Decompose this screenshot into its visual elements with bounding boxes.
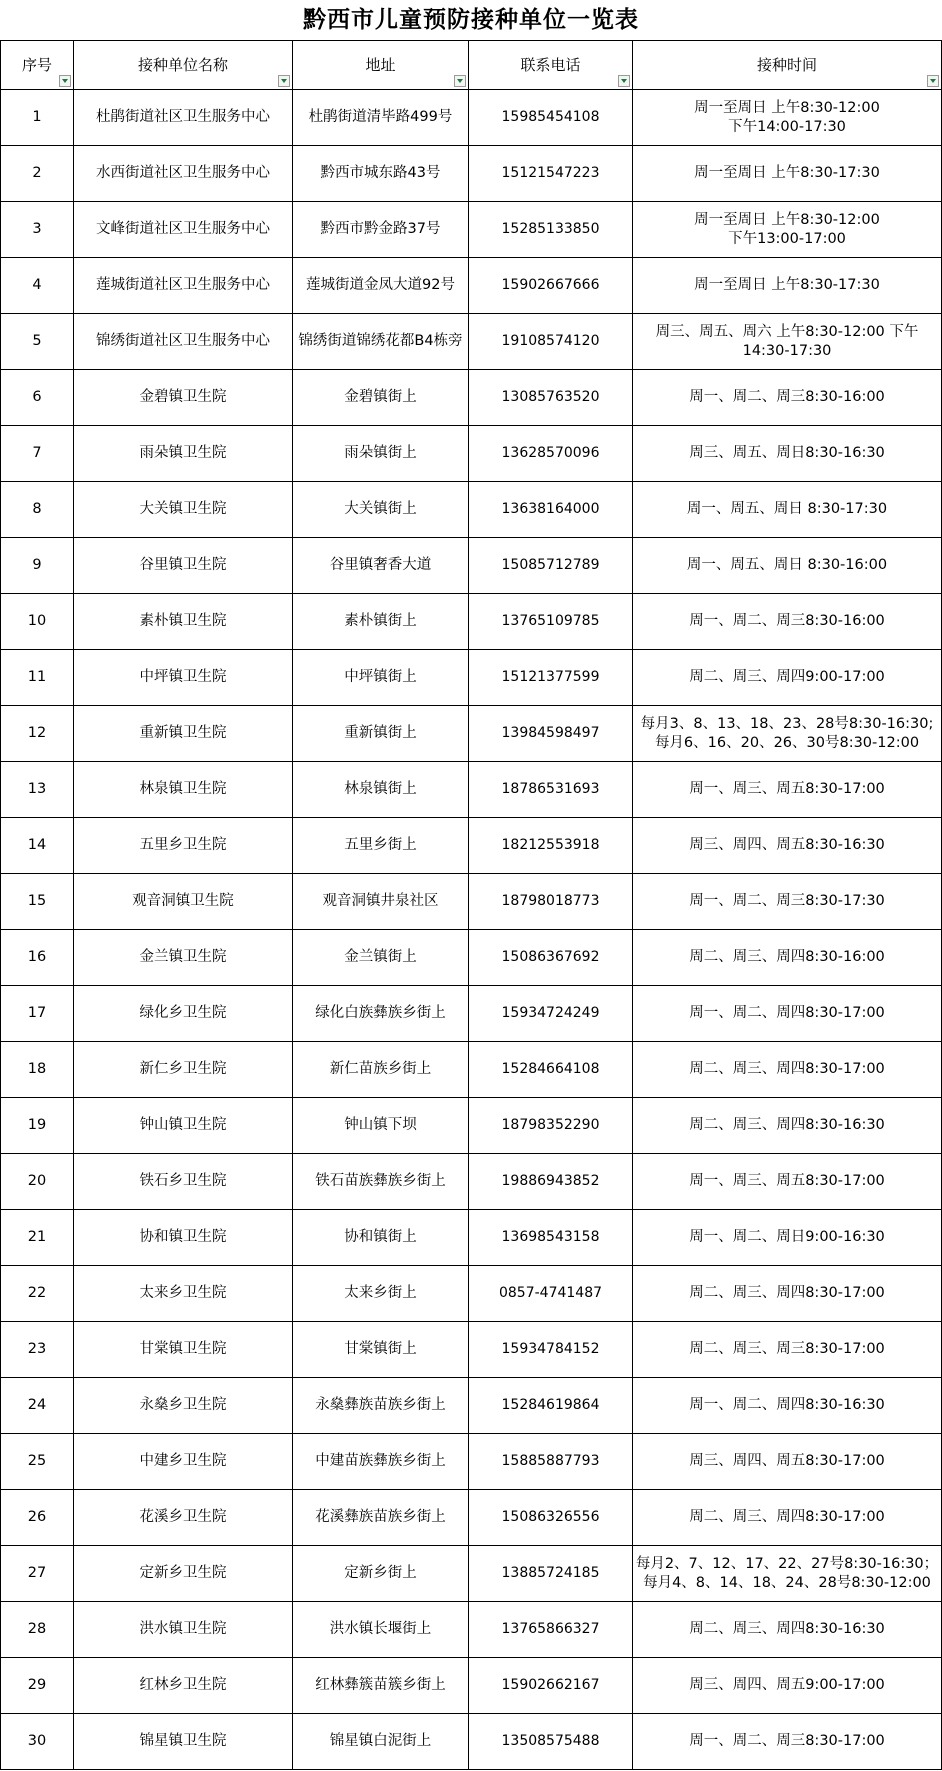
cell-address[interactable]: 锦绣街道锦绣花都B4栋旁 — [293, 314, 469, 370]
cell-phone[interactable]: 15086367692 — [469, 930, 633, 986]
cell-time[interactable]: 周一、周二、周三8:30-16:00 — [633, 594, 942, 650]
cell-index[interactable]: 30 — [1, 1714, 74, 1770]
cell-unit-name[interactable]: 中坪镇卫生院 — [74, 650, 293, 706]
cell-index[interactable]: 25 — [1, 1434, 74, 1490]
cell-address[interactable]: 五里乡街上 — [293, 818, 469, 874]
table-row — [1, 482, 942, 538]
header-index — [1, 41, 74, 90]
cell-unit-name[interactable]: 水西街道社区卫生服务中心 — [74, 146, 293, 202]
table-row — [1, 146, 942, 202]
header-label: 接种时间 — [756, 55, 817, 74]
table-row — [1, 258, 942, 314]
cell-index[interactable]: 12 — [1, 706, 74, 762]
cell-unit-name[interactable]: 素朴镇卫生院 — [74, 594, 293, 650]
cell-unit-name[interactable]: 锦星镇卫生院 — [74, 1714, 293, 1770]
cell-phone[interactable]: 15902662167 — [469, 1658, 633, 1714]
cell-phone[interactable]: 19108574120 — [469, 314, 633, 370]
cell-unit-name[interactable]: 莲城街道社区卫生服务中心 — [74, 258, 293, 314]
cell-index[interactable]: 8 — [1, 482, 74, 538]
cell-unit-name[interactable]: 新仁乡卫生院 — [74, 1042, 293, 1098]
cell-time[interactable]: 周一至周日 上午8:30-17:30 — [633, 146, 942, 202]
cell-unit-name[interactable]: 文峰街道社区卫生服务中心 — [74, 202, 293, 258]
cell-phone[interactable]: 18212553918 — [469, 818, 633, 874]
header-time — [633, 41, 942, 90]
cell-index[interactable]: 4 — [1, 258, 74, 314]
cell-time[interactable]: 周一、周二、周日9:00-16:30 — [633, 1210, 942, 1266]
cell-address[interactable]: 莲城街道金凤大道92号 — [293, 258, 469, 314]
cell-unit-name[interactable]: 锦绣街道社区卫生服务中心 — [74, 314, 293, 370]
cell-phone[interactable]: 15285133850 — [469, 202, 633, 258]
table-row — [1, 930, 942, 986]
table-row — [1, 426, 942, 482]
cell-phone[interactable]: 18798018773 — [469, 874, 633, 930]
table-row — [1, 370, 942, 426]
header-label: 序号 — [21, 55, 52, 74]
cell-time[interactable]: 周一至周日 上午8:30-17:30 — [633, 258, 942, 314]
cell-unit-name[interactable]: 重新镇卫生院 — [74, 706, 293, 762]
cell-time[interactable]: 周一、周二、周三8:30-16:00 — [633, 370, 942, 426]
cell-time[interactable]: 周三、周五、周六 上午8:30-12:00 下午14:30-17:30 — [633, 314, 942, 370]
cell-time[interactable]: 周一、周五、周日 8:30-16:00 — [633, 538, 942, 594]
table-row — [1, 986, 942, 1042]
cell-phone[interactable]: 15086326556 — [469, 1490, 633, 1546]
cell-time[interactable]: 周三、周四、周五8:30-17:00 — [633, 1434, 942, 1490]
cell-address[interactable]: 甘棠镇街上 — [293, 1322, 469, 1378]
cell-index[interactable]: 14 — [1, 818, 74, 874]
filter-dropdown-icon[interactable] — [59, 75, 71, 87]
cell-unit-name[interactable]: 观音洞镇卫生院 — [74, 874, 293, 930]
cell-index[interactable]: 1 — [1, 90, 74, 146]
cell-address[interactable]: 中坪镇街上 — [293, 650, 469, 706]
cell-time[interactable]: 周一、周三、周五8:30-17:00 — [633, 1154, 942, 1210]
table-row — [1, 538, 942, 594]
table-row — [1, 1602, 942, 1658]
cell-address[interactable]: 金兰镇街上 — [293, 930, 469, 986]
cell-phone[interactable]: 15284664108 — [469, 1042, 633, 1098]
cell-unit-name[interactable]: 谷里镇卫生院 — [74, 538, 293, 594]
cell-index[interactable]: 16 — [1, 930, 74, 986]
cell-address[interactable]: 铁石苗族彝族乡街上 — [293, 1154, 469, 1210]
table-row — [1, 1546, 942, 1602]
cell-index[interactable]: 20 — [1, 1154, 74, 1210]
cell-unit-name[interactable]: 中建乡卫生院 — [74, 1434, 293, 1490]
cell-unit-name[interactable]: 绿化乡卫生院 — [74, 986, 293, 1042]
cell-address[interactable]: 观音洞镇井泉社区 — [293, 874, 469, 930]
cell-unit-name[interactable]: 花溪乡卫生院 — [74, 1490, 293, 1546]
filter-dropdown-icon[interactable] — [618, 75, 630, 87]
table-row — [1, 818, 942, 874]
cell-index[interactable]: 29 — [1, 1658, 74, 1714]
cell-time[interactable]: 每月3、8、13、18、23、28号8:30-16:30;每月6、16、20、26、30号8:30-12:00 — [633, 706, 942, 762]
header-unit-name — [74, 41, 293, 90]
cell-unit-name[interactable]: 林泉镇卫生院 — [74, 762, 293, 818]
cell-unit-name[interactable]: 洪水镇卫生院 — [74, 1602, 293, 1658]
table-row — [1, 1434, 942, 1490]
cell-time[interactable]: 周二、周三、周四8:30-16:30 — [633, 1602, 942, 1658]
table-row — [1, 1714, 942, 1770]
cell-address[interactable]: 锦星镇白泥街上 — [293, 1714, 469, 1770]
cell-phone[interactable]: 15121547223 — [469, 146, 633, 202]
cell-phone[interactable]: 19886943852 — [469, 1154, 633, 1210]
cell-phone[interactable]: 13885724185 — [469, 1546, 633, 1602]
cell-time[interactable]: 周一、周二、周四8:30-16:30 — [633, 1378, 942, 1434]
cell-phone[interactable]: 18786531693 — [469, 762, 633, 818]
cell-phone[interactable]: 13984598497 — [469, 706, 633, 762]
cell-index[interactable]: 17 — [1, 986, 74, 1042]
header-label: 地址 — [365, 55, 396, 74]
cell-unit-name[interactable]: 大关镇卫生院 — [74, 482, 293, 538]
table-row — [1, 1210, 942, 1266]
cell-phone[interactable]: 13698543158 — [469, 1210, 633, 1266]
cell-index[interactable]: 19 — [1, 1098, 74, 1154]
cell-index[interactable]: 28 — [1, 1602, 74, 1658]
cell-time[interactable]: 周二、周三、周四8:30-17:00 — [633, 1490, 942, 1546]
cell-index[interactable]: 23 — [1, 1322, 74, 1378]
cell-address[interactable]: 花溪彝族苗族乡街上 — [293, 1490, 469, 1546]
cell-unit-name[interactable]: 雨朵镇卫生院 — [74, 426, 293, 482]
cell-unit-name[interactable]: 金兰镇卫生院 — [74, 930, 293, 986]
cell-phone[interactable]: 15885887793 — [469, 1434, 633, 1490]
header-label: 接种单位名称 — [137, 55, 228, 74]
cell-phone[interactable]: 15085712789 — [469, 538, 633, 594]
cell-address[interactable]: 重新镇街上 — [293, 706, 469, 762]
cell-address[interactable]: 新仁苗族乡街上 — [293, 1042, 469, 1098]
cell-index[interactable]: 9 — [1, 538, 74, 594]
cell-unit-name[interactable]: 五里乡卫生院 — [74, 818, 293, 874]
cell-index[interactable]: 15 — [1, 874, 74, 930]
cell-index[interactable]: 24 — [1, 1378, 74, 1434]
cell-unit-name[interactable]: 金碧镇卫生院 — [74, 370, 293, 426]
cell-phone[interactable]: 15121377599 — [469, 650, 633, 706]
cell-index[interactable]: 6 — [1, 370, 74, 426]
cell-time[interactable]: 周二、周三、周四9:00-17:00 — [633, 650, 942, 706]
cell-index[interactable]: 13 — [1, 762, 74, 818]
cell-time[interactable]: 周二、周三、周四8:30-16:30 — [633, 1098, 942, 1154]
table-row — [1, 706, 942, 762]
table-row — [1, 650, 942, 706]
cell-index[interactable]: 5 — [1, 314, 74, 370]
cell-unit-name[interactable]: 铁石乡卫生院 — [74, 1154, 293, 1210]
header-address — [293, 41, 469, 90]
cell-time[interactable]: 周三、周五、周日8:30-16:30 — [633, 426, 942, 482]
table-row — [1, 1154, 942, 1210]
cell-phone[interactable]: 15902667666 — [469, 258, 633, 314]
table-body — [1, 90, 942, 1770]
cell-time[interactable]: 周一至周日 上午8:30-12:00 下午14:00-17:30 — [633, 90, 942, 146]
cell-phone[interactable]: 13638164000 — [469, 482, 633, 538]
cell-index[interactable]: 26 — [1, 1490, 74, 1546]
cell-unit-name[interactable]: 协和镇卫生院 — [74, 1210, 293, 1266]
cell-phone[interactable]: 13765866327 — [469, 1602, 633, 1658]
cell-time[interactable]: 周三、周四、周五8:30-16:30 — [633, 818, 942, 874]
cell-index[interactable]: 11 — [1, 650, 74, 706]
cell-address[interactable]: 雨朵镇街上 — [293, 426, 469, 482]
table-row — [1, 1378, 942, 1434]
cell-unit-name[interactable]: 定新乡卫生院 — [74, 1546, 293, 1602]
table-row — [1, 1098, 942, 1154]
cell-unit-name[interactable]: 钟山镇卫生院 — [74, 1098, 293, 1154]
cell-index[interactable]: 10 — [1, 594, 74, 650]
cell-address[interactable]: 金碧镇街上 — [293, 370, 469, 426]
cell-address[interactable]: 黔西市黔金路37号 — [293, 202, 469, 258]
table-row — [1, 1658, 942, 1714]
header-phone — [469, 41, 633, 90]
table-row — [1, 314, 942, 370]
cell-index[interactable]: 27 — [1, 1546, 74, 1602]
cell-address[interactable]: 杜鹃街道清毕路499号 — [293, 90, 469, 146]
cell-unit-name[interactable]: 甘棠镇卫生院 — [74, 1322, 293, 1378]
table-row — [1, 90, 942, 146]
cell-time[interactable]: 每月2、7、12、17、22、27号8:30-16:30；每月4、8、14、18、24、28号8:30-12:00 — [633, 1546, 942, 1602]
table-row — [1, 874, 942, 930]
cell-phone[interactable]: 15284619864 — [469, 1378, 633, 1434]
cell-address[interactable]: 定新乡街上 — [293, 1546, 469, 1602]
cell-time[interactable]: 周一、周二、周三8:30-17:00 — [633, 1714, 942, 1770]
cell-unit-name[interactable]: 红林乡卫生院 — [74, 1658, 293, 1714]
cell-address[interactable]: 太来乡街上 — [293, 1266, 469, 1322]
cell-index[interactable]: 3 — [1, 202, 74, 258]
cell-unit-name[interactable]: 杜鹃街道社区卫生服务中心 — [74, 90, 293, 146]
header-label: 联系电话 — [520, 55, 581, 74]
filter-dropdown-icon[interactable] — [927, 75, 939, 87]
table-row — [1, 1042, 942, 1098]
table-row — [1, 1490, 942, 1546]
cell-time[interactable]: 周三、周四、周五9:00-17:00 — [633, 1658, 942, 1714]
cell-time[interactable]: 周二、周三、周三8:30-17:00 — [633, 1322, 942, 1378]
cell-phone[interactable]: 18798352290 — [469, 1098, 633, 1154]
cell-address[interactable]: 绿化白族彝族乡街上 — [293, 986, 469, 1042]
cell-index[interactable]: 22 — [1, 1266, 74, 1322]
cell-phone[interactable]: 0857-4741487 — [469, 1266, 633, 1322]
table-row — [1, 594, 942, 650]
cell-address[interactable]: 钟山镇下坝 — [293, 1098, 469, 1154]
cell-unit-name[interactable]: 太来乡卫生院 — [74, 1266, 293, 1322]
cell-index[interactable]: 21 — [1, 1210, 74, 1266]
cell-time[interactable]: 周一、周三、周五8:30-17:00 — [633, 762, 942, 818]
cell-phone[interactable]: 13628570096 — [469, 426, 633, 482]
table-row — [1, 1266, 942, 1322]
cell-phone[interactable]: 13765109785 — [469, 594, 633, 650]
table-row — [1, 1322, 942, 1378]
cell-address[interactable]: 永燊彝族苗族乡街上 — [293, 1378, 469, 1434]
cell-phone[interactable]: 13508575488 — [469, 1714, 633, 1770]
cell-time[interactable]: 周一、周二、周四8:30-17:00 — [633, 986, 942, 1042]
page-title: 黔西市儿童预防接种单位一览表 — [303, 7, 639, 33]
cell-address[interactable]: 洪水镇长堰街上 — [293, 1602, 469, 1658]
cell-address[interactable]: 大关镇街上 — [293, 482, 469, 538]
cell-phone[interactable]: 15934784152 — [469, 1322, 633, 1378]
cell-phone[interactable]: 15985454108 — [469, 90, 633, 146]
cell-address[interactable]: 协和镇街上 — [293, 1210, 469, 1266]
cell-address[interactable]: 中建苗族彝族乡街上 — [293, 1434, 469, 1490]
cell-address[interactable]: 林泉镇街上 — [293, 762, 469, 818]
cell-time[interactable]: 周一、周五、周日 8:30-17:30 — [633, 482, 942, 538]
cell-unit-name[interactable]: 永燊乡卫生院 — [74, 1378, 293, 1434]
cell-address[interactable]: 黔西市城东路43号 — [293, 146, 469, 202]
cell-time[interactable]: 周二、周三、周四8:30-16:00 — [633, 930, 942, 986]
table-row — [1, 762, 942, 818]
filter-dropdown-icon[interactable] — [278, 75, 290, 87]
filter-dropdown-icon[interactable] — [454, 75, 466, 87]
cell-index[interactable]: 7 — [1, 426, 74, 482]
cell-address[interactable]: 谷里镇奢香大道 — [293, 538, 469, 594]
cell-time[interactable]: 周二、周三、周四8:30-17:00 — [633, 1042, 942, 1098]
header-row — [1, 41, 942, 90]
table-row — [1, 202, 942, 258]
cell-index[interactable]: 2 — [1, 146, 74, 202]
cell-address[interactable]: 红林彝簇苗簇乡街上 — [293, 1658, 469, 1714]
cell-phone[interactable]: 15934724249 — [469, 986, 633, 1042]
cell-address[interactable]: 素朴镇街上 — [293, 594, 469, 650]
cell-time[interactable]: 周一、周二、周三8:30-17:30 — [633, 874, 942, 930]
cell-index[interactable]: 18 — [1, 1042, 74, 1098]
cell-time[interactable]: 周一至周日 上午8:30-12:00 下午13:00-17:00 — [633, 202, 942, 258]
cell-phone[interactable]: 13085763520 — [469, 370, 633, 426]
cell-time[interactable]: 周二、周三、周四8:30-17:00 — [633, 1266, 942, 1322]
vaccination-unit-table — [0, 40, 942, 1770]
